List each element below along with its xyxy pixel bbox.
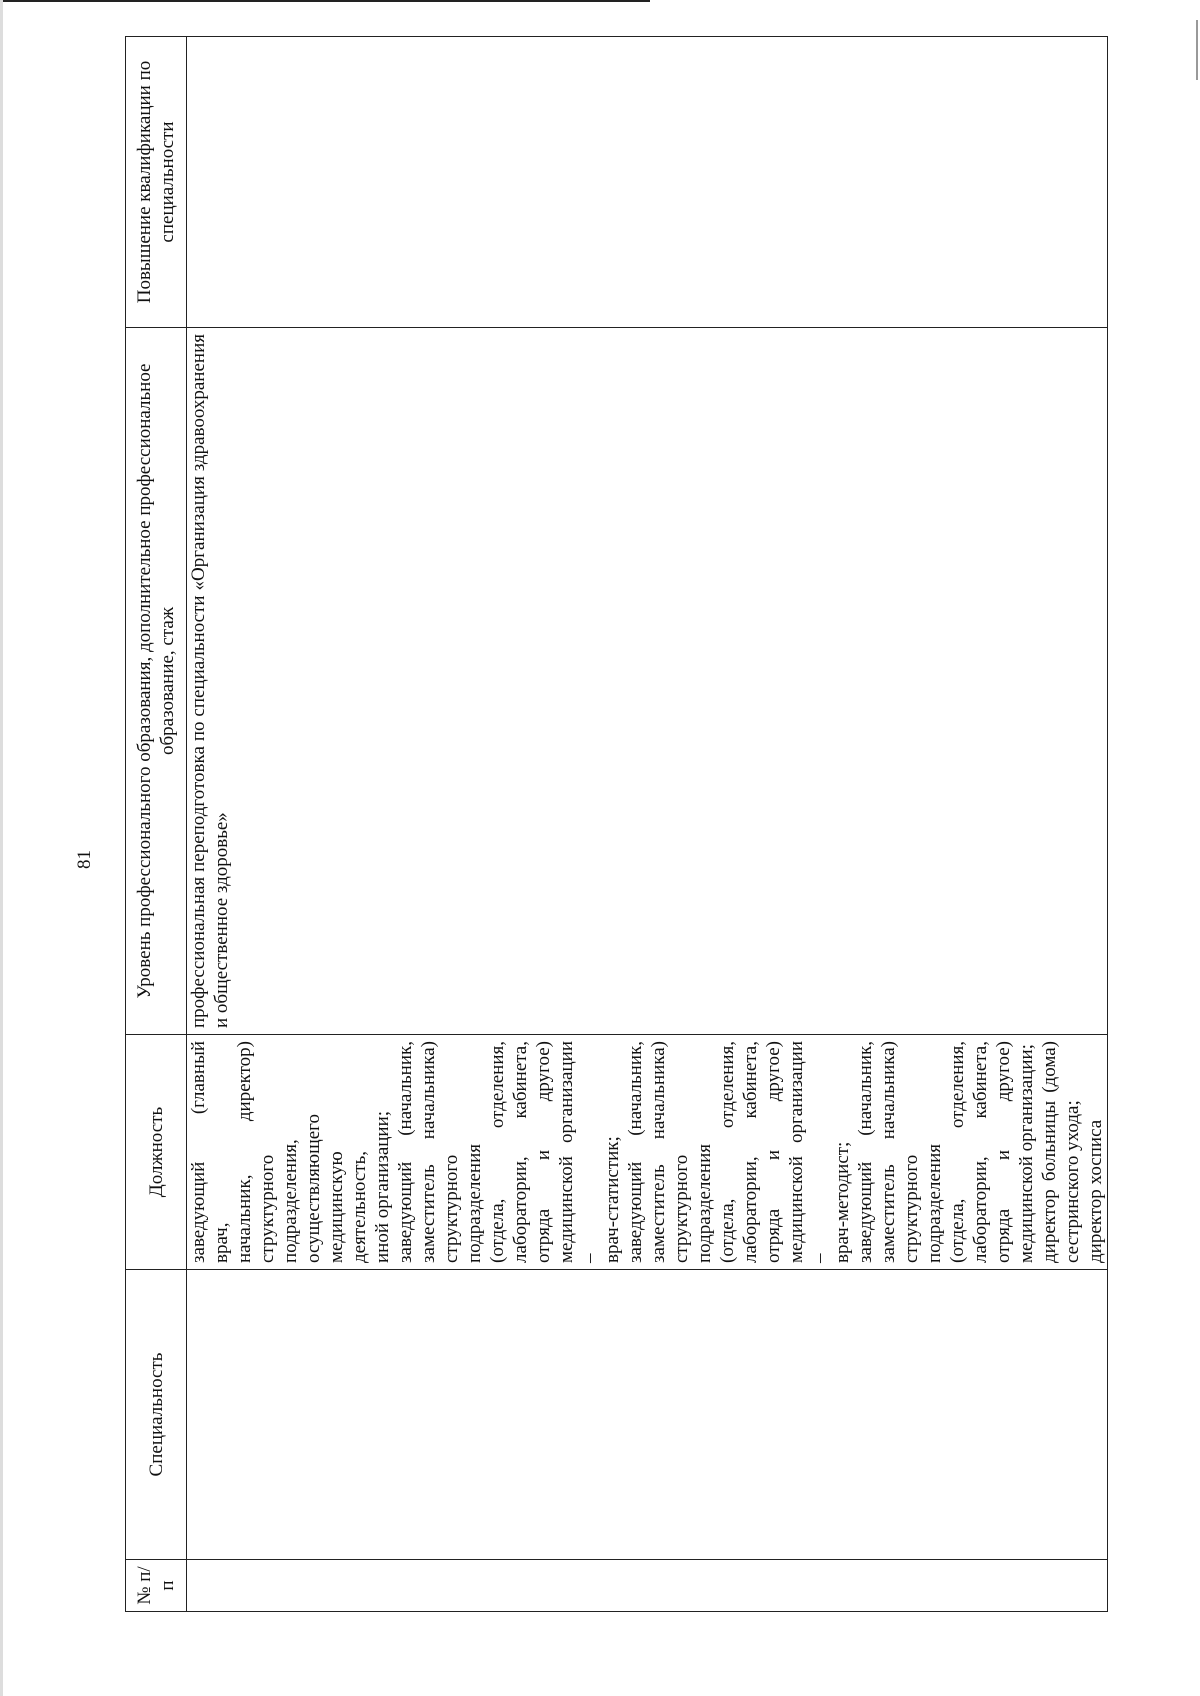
page-number: 81 xyxy=(74,850,95,870)
position-line: заместитель начальника) xyxy=(878,1041,899,1263)
header-education: Уровень профессионального образования, дополнительное профессиональное образование, стаж xyxy=(126,328,187,1035)
position-line: заместитель начальника) xyxy=(648,1041,669,1263)
position-line: заведующий (главный врач, xyxy=(188,1041,232,1263)
position-line: (отдела, отделения, xyxy=(487,1041,508,1263)
position-line: заведующий (начальник, xyxy=(395,1041,416,1263)
position-line: сестринского ухода; xyxy=(1062,1100,1083,1263)
header-qualification: Повышение квалификации по специальности xyxy=(126,37,187,328)
position-line: заведующий (начальник, xyxy=(625,1041,646,1263)
position-line: лаборатории, кабинета, xyxy=(740,1041,761,1263)
header-specialty: Специальность xyxy=(126,1270,187,1560)
position-line: отряда и другое) xyxy=(533,1041,554,1263)
position-line: (отдела, отделения, xyxy=(717,1041,738,1263)
position-line: начальник, директор) xyxy=(234,1041,255,1263)
scan-edge-right xyxy=(1196,20,1198,80)
scan-edge-top xyxy=(0,0,650,2)
cell-education: профессиональная переподготовка по специальности «Организация здравоохранения и общественное здоровье» xyxy=(187,328,1108,1035)
position-line: лаборатории, кабинета, xyxy=(510,1041,531,1263)
position-line: директор хосписа xyxy=(1085,1119,1106,1263)
cell-position xyxy=(187,1035,1108,1270)
position-line: отряда и другое) xyxy=(993,1041,1014,1263)
position-line: врач-методист; xyxy=(832,1141,853,1263)
position-line: структурного подразделения xyxy=(901,1144,945,1263)
position-line: заведующий (начальник, xyxy=(855,1041,876,1263)
position-line: осуществляющего xyxy=(303,1114,324,1263)
header-position: Должность xyxy=(126,1035,187,1270)
position-line: отряда и другое) xyxy=(763,1041,784,1263)
cell-num xyxy=(187,1560,1108,1612)
scan-edge-left xyxy=(0,0,3,1696)
position-line: (отдела, отделения, xyxy=(947,1041,968,1263)
position-line: медицинской организации – xyxy=(786,1041,830,1263)
position-line: структурного подразделения xyxy=(671,1144,715,1263)
position-line: директор больницы (дома) xyxy=(1039,1041,1060,1263)
cell-qualification xyxy=(187,37,1108,328)
cell-specialty xyxy=(187,1270,1108,1560)
position-line: врач-статистик; xyxy=(602,1136,623,1263)
header-num: № п/п xyxy=(126,1560,187,1612)
table-row xyxy=(187,37,1108,1612)
qualification-table xyxy=(125,36,1108,1612)
position-line: структурного подразделения, xyxy=(257,1139,301,1263)
position-line: заместитель начальника) xyxy=(418,1041,439,1263)
rotated-table-container xyxy=(125,37,1106,1612)
position-line: медицинской организации – xyxy=(556,1041,600,1263)
table-header-row xyxy=(126,37,187,1612)
position-line: иной организации; xyxy=(372,1110,393,1263)
rotated-table-frame xyxy=(125,37,1106,1612)
position-line: медицинской организации; xyxy=(1016,1044,1037,1263)
position-line: лаборатории, кабинета, xyxy=(970,1041,991,1263)
position-line: структурного подразделения xyxy=(441,1144,485,1263)
position-line: медицинскую деятельность, xyxy=(326,1150,370,1263)
